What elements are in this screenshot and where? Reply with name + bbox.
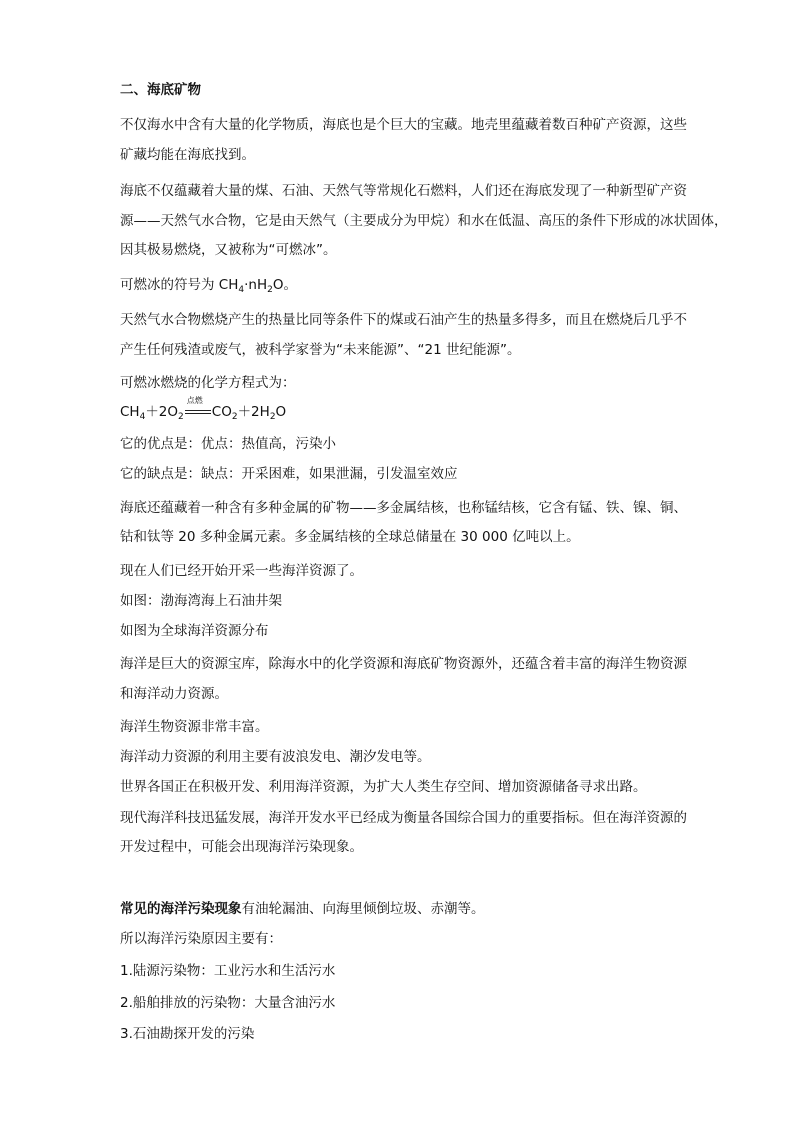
paragraph-line: 钴和钛等 20 多种金属元素。多金属结核的全球总储量在 30 000 亿吨以上。 (120, 529, 580, 545)
equation-subscript: 4 (139, 412, 146, 422)
paragraph-line: 可燃冰燃烧的化学方程式为： (120, 375, 296, 391)
paragraph-line: 海底不仅蕴藏着大量的煤、石油、天然气等常规化石燃料，人们还在海底发现了一种新型矿产资 (120, 183, 687, 199)
formula-subscript: 2 (267, 285, 273, 295)
advantage-line: 它的优点是：优点：热值高，污染小 (120, 436, 336, 452)
formula-text: 可燃冰的符号为 CH (120, 277, 239, 293)
equation-subscript: 2 (269, 412, 276, 422)
paragraph-line: 现代海洋科技迅猛发展，海洋开发水平已经成为衡量各国综合国力的重要指标。但在海洋资源的 (120, 810, 687, 826)
paragraph-line: 源——天然气水合物，它是由天然气（主要成分为甲烷）和水在低温、高压的条件下形成的冰状固体， (120, 213, 728, 229)
paragraph-line: 因其极易燃烧，又被称为“可燃冰”。 (120, 242, 337, 258)
paragraph-line: 海洋动力资源的利用主要有波浪发电、潮汐发电等。 (120, 749, 431, 765)
paragraph-line: 海洋生物资源非常丰富。 (120, 719, 269, 735)
formula-text: ·nH (244, 277, 268, 293)
paragraph-line: 矿藏均能在海底找到。 (120, 147, 255, 163)
paragraph-line: 海洋是巨大的资源宝库，除海水中的化学资源和海底矿物资源外，还蕴含着丰富的海洋生物资源 (120, 656, 687, 672)
paragraph-line: 世界各国正在积极开发、利用海洋资源，为扩大人类生存空间、增加资源储备寻求出路。 (120, 779, 647, 795)
equation-term: ＋2H (237, 404, 270, 420)
paragraph-line: 如图：渤海湾海上石油井架 (120, 593, 282, 609)
pollution-rest: 有油轮漏油、向海里倾倒垃圾、赤潮等。 (241, 901, 485, 917)
equation-term: ＋2O (145, 404, 179, 420)
equation-subscript: 2 (231, 412, 238, 422)
cause-item: 2.船舶排放的污染物：大量含油污水 (120, 995, 336, 1011)
paragraph-line: 产生任何残渣或废气，被科学家誉为“未来能源”、“21 世纪能源”。 (120, 342, 521, 358)
causes-intro: 所以海洋污染原因主要有： (120, 931, 282, 947)
reaction-arrow (185, 396, 211, 417)
paragraph-line: 开发过程中，可能会出现海洋污染现象。 (120, 839, 363, 855)
formula-subscript: 4 (238, 285, 245, 295)
paragraph-line: 和海洋动力资源。 (120, 686, 228, 702)
section-title: 二、海底矿物 (120, 82, 201, 98)
paragraph-line: 天然气水合物燃烧产生的热量比同等条件下的煤或石油产生的热量多得多，而且在燃烧后几乎不 (120, 312, 687, 328)
disadvantage-line: 它的缺点是：缺点：开采困难，如果泄漏，引发温室效应 (120, 466, 458, 482)
formula-text: O。 (272, 277, 297, 293)
cause-item: 1.陆源污染物：工业污水和生活污水 (120, 963, 336, 979)
chemical-equation (120, 396, 287, 427)
equation-term: CH (120, 404, 140, 420)
equation-term: CO (211, 404, 232, 420)
paragraph-line: 现在人们已经开始开采一些海洋资源了。 (120, 563, 363, 579)
formula-line (120, 275, 297, 300)
paragraph-line: 海底还蕴藏着一种含有多种金属的矿物——多金属结核，也称锰结核，它含有锰、铁、镍、铜、 (120, 500, 687, 516)
pollution-lead: 常见的海洋污染现象 (120, 901, 242, 917)
equation-subscript: 2 (178, 412, 184, 422)
paragraph-line: 如图为全球海洋资源分布 (120, 623, 269, 639)
pollution-intro (120, 899, 485, 919)
reaction-condition: 点燃 (186, 396, 203, 405)
equation-term: O (275, 404, 287, 420)
cause-item: 3.石油勘探开发的污染 (120, 1026, 255, 1042)
paragraph-line: 不仅海水中含有大量的化学物质，海底也是个巨大的宝藏。地壳里蕴藏着数百种矿产资源，这些 (120, 117, 687, 133)
